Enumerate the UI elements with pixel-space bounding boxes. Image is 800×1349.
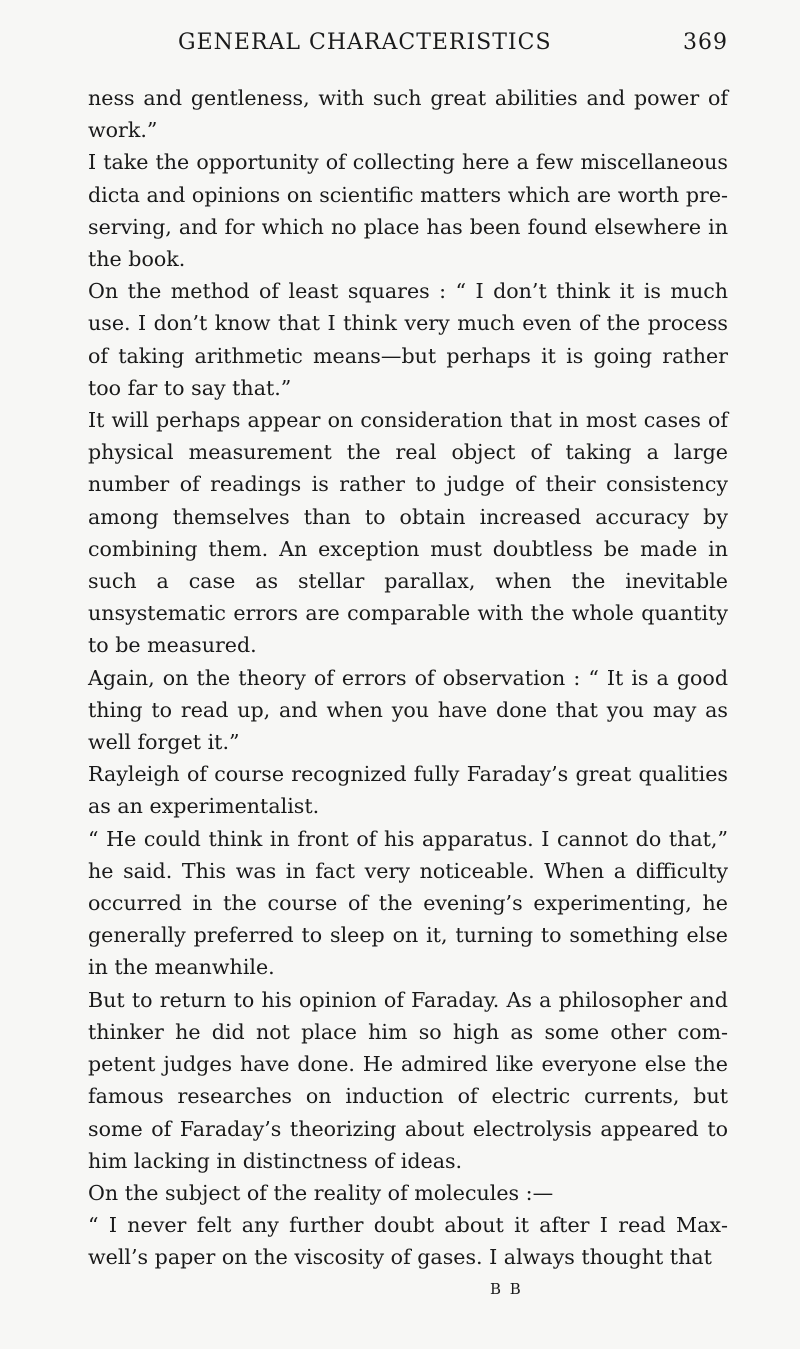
paragraph: ness and gentleness, with such great abilities and power of work.” <box>88 86 728 143</box>
paragraph: “ I never felt any further doubt about it after I read Maxwell’s paper on the viscosity of gases. I always thought that <box>88 1213 728 1270</box>
book-page <box>88 30 728 1274</box>
paragraph: It will perhaps appear on consideration that in most cases of physical measurement the real object of taking a large number of readings is rather to judge of their consistency among themselves than to obtain increased accuracy by combining them. An exception must doubtless be made in such a case as stellar parallax, when the inevitable unsystematic errors are comparable with the whole quantity to be measured. <box>88 408 728 658</box>
page-header <box>88 30 728 70</box>
paragraph: “ He could think in front of his apparatus. I cannot do that,” he said. This was in fact very noticeable. When a difficulty occurred in the course of the evening’s experimenting, he generally preferred to sleep on it, turning to something else in the meanwhile. <box>88 826 728 980</box>
running-title: GENERAL CHARACTERISTICS <box>178 30 552 55</box>
paragraph: On the method of least squares : “ I don’t think it is much use. I don’t know that I think very much even of the process of taking arithmetic means—but perhaps it is going rather too far to say that.” <box>88 279 728 400</box>
paragraph: I take the opportunity of collecting here a few miscellaneous dicta and opinions on scientific matters which are worth preserving, and for which no place has been found elsewhere in the book. <box>88 150 728 272</box>
body-text <box>88 82 728 1274</box>
paragraph: Again, on the theory of errors of observation : “ It is a good thing to read up, and when you have done that you may as well forget it.” <box>88 665 728 755</box>
paragraph: But to return to his opinion of Faraday. As a philosopher and thinker he did not place him so high as some other competent judges have done. He admired like everyone else the famous researches on induction of electric currents, but some of Faraday’s theorizing about electrolysis appeared to him lacking in distinctness of ideas. <box>88 987 728 1173</box>
signature-mark: B B <box>490 1280 523 1298</box>
paragraph: On the subject of the reality of molecules :— <box>88 1180 554 1205</box>
paragraph: Rayleigh of course recognized fully Faraday’s great qualities as an experimentalist. <box>88 762 728 819</box>
page-number: 369 <box>683 30 728 55</box>
